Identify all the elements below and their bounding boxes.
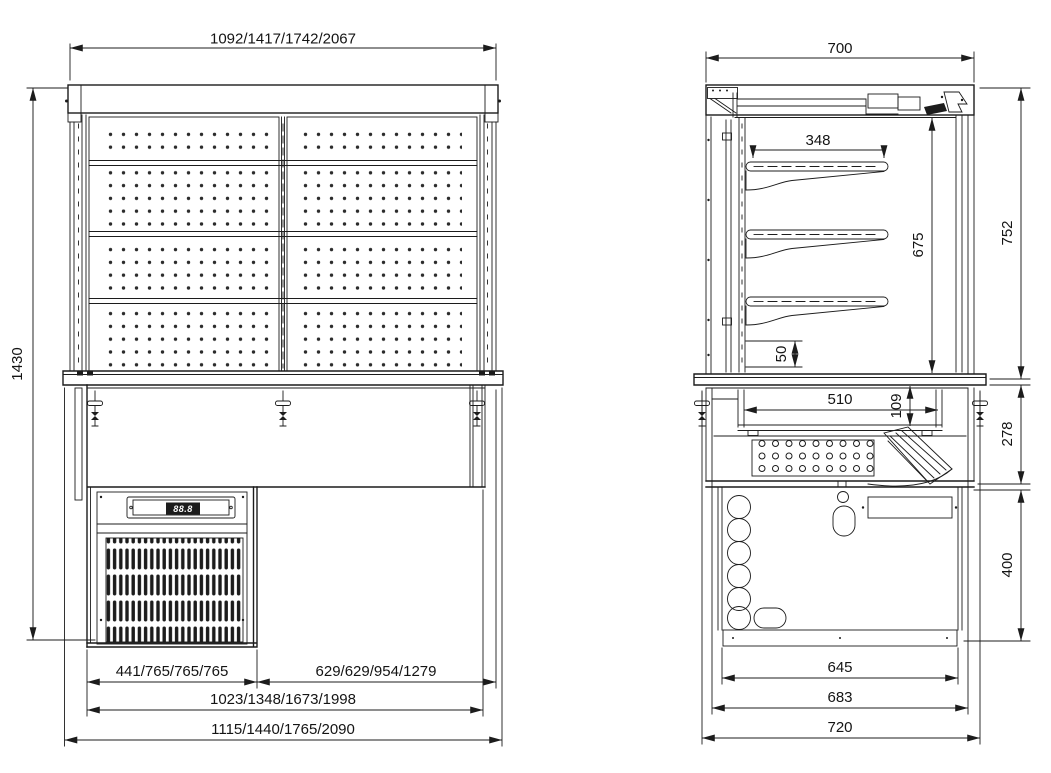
ventilation-grille <box>106 538 243 642</box>
dim-interior-height <box>910 118 932 373</box>
dim-front-base-inner <box>87 691 483 710</box>
dim-label-shelf-depth: 348 <box>805 132 831 149</box>
dim-front-width-top <box>70 31 496 81</box>
shelf-blade <box>746 230 888 258</box>
perforated-back-panels <box>89 117 477 371</box>
dim-front-base-left <box>87 663 257 682</box>
canopy-front <box>65 85 501 122</box>
dim-well-depth <box>888 386 910 426</box>
canopy-side <box>706 85 974 117</box>
deck-front <box>63 371 503 385</box>
dim-label-front-base-inner: 1023/1348/1673/1998 <box>210 691 356 708</box>
side-flap-left <box>75 388 82 500</box>
dims-side <box>702 40 1030 744</box>
handle-cutout <box>833 506 855 536</box>
dim-base-width-overall <box>702 719 980 738</box>
dim-base-width-inner <box>722 659 958 678</box>
dim-shelf-slot-pitch <box>773 341 795 367</box>
dim-mid-height <box>978 385 1030 484</box>
lamp-bracket <box>924 103 947 115</box>
dim-shelf-depth <box>753 132 884 158</box>
dim-upper-height <box>980 88 1030 379</box>
dim-label-front-height: 1430 <box>9 347 26 381</box>
dim-label-front-base-right: 629/629/954/1279 <box>315 663 437 680</box>
dim-label-well-depth: 109 <box>888 393 905 419</box>
dim-label-front-width-overall: 1115/1440/1765/2090 <box>211 721 355 738</box>
dim-base-width-mid <box>712 689 968 708</box>
side-view <box>694 40 1030 744</box>
dim-label-front-width-top: 1092/1417/1742/2067 <box>210 30 356 48</box>
leg-bolt <box>88 391 103 426</box>
dim-label-shelf-slot-pitch: 50 <box>773 345 790 363</box>
perforated-tray <box>752 440 874 476</box>
controller-display-value: 88.8 <box>173 504 193 514</box>
machine-compartment <box>87 487 257 647</box>
shelves-side <box>746 162 888 325</box>
dim-side-width-top <box>706 40 974 82</box>
dim-label-base-width-mid: 683 <box>827 689 853 706</box>
leg-bolts-front <box>88 391 485 426</box>
dim-label-base-width-inner: 645 <box>827 659 853 676</box>
dim-front-base-right <box>257 663 496 682</box>
dim-label-base-height: 400 <box>999 552 1016 578</box>
dim-label-base-width-overall: 720 <box>827 719 853 736</box>
dim-label-interior-height: 675 <box>910 232 927 258</box>
dim-well-width <box>744 391 938 410</box>
shelf-blade <box>746 297 888 325</box>
deck-side <box>694 374 986 388</box>
dim-front-width-overall <box>65 721 503 740</box>
shelf-blade <box>746 162 888 190</box>
canopy-end-stud-left <box>65 100 68 103</box>
dim-label-front-base-left: 441/765/765/765 <box>115 663 229 680</box>
leg-bolt <box>276 391 291 426</box>
rating-plate <box>868 497 952 518</box>
base-cabinet-side <box>706 481 974 646</box>
dim-label-mid-height: 278 <box>999 421 1016 447</box>
dim-label-side-width-top: 700 <box>827 40 853 57</box>
dim-label-well-width: 510 <box>827 391 853 408</box>
cable-grommets <box>728 496 787 630</box>
dim-base-height <box>964 490 1030 641</box>
glass-front-panel <box>726 120 731 372</box>
controller-panel <box>127 497 235 518</box>
front-view <box>9 31 503 747</box>
canopy-end-stud-right <box>498 100 501 103</box>
dim-label-upper-height: 752 <box>999 220 1016 246</box>
